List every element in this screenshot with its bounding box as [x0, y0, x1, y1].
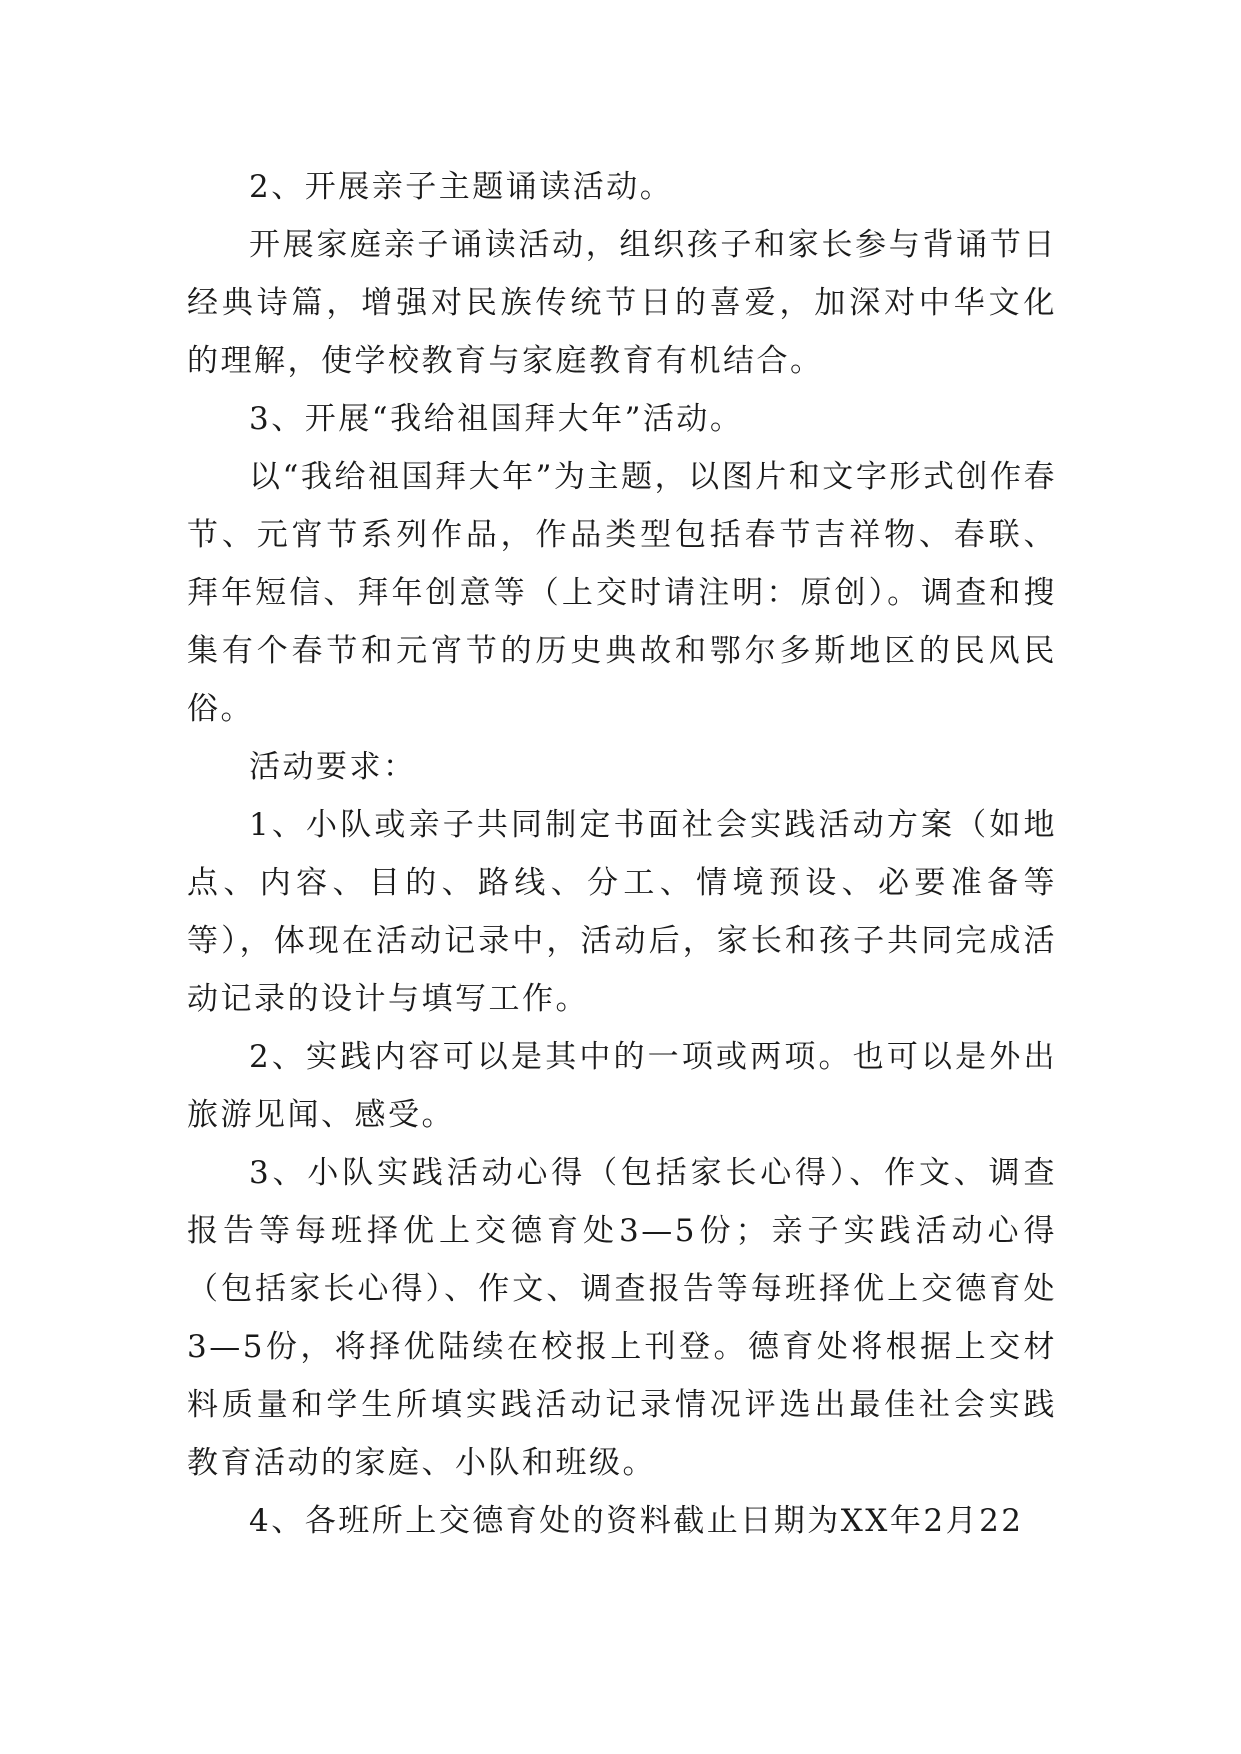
- heading-new-year-activity: 3、开展“我给祖国拜大年”活动。: [249, 401, 744, 437]
- paragraph-recitation-description: 开展家庭亲子诵读活动，组织孩子和家长参与背诵节日经典诗篇，增强对民族传统节日的喜爱，加深对中华文化的理解，使学校教育与家庭教育有机结合。: [187, 227, 1057, 379]
- heading-recitation-activity: 2、开展亲子主题诵读活动。: [249, 169, 674, 205]
- paragraph-requirement-4: 4、各班所上交德育处的资料截止日期为XX年2月22: [249, 1503, 1024, 1539]
- paragraph-new-year-description: 以“我给祖国拜大年”为主题，以图片和文字形式创作春节、元宵节系列作品，作品类型包括春节吉祥物、春联、拜年短信、拜年创意等（上交时请注明：原创）。调查和搜集有个春节和元宵节的历史典故和鄂尔多斯地区的民风民俗。: [187, 459, 1057, 727]
- paragraph-requirement-3: 3、小队实践活动心得（包括家长心得）、作文、调查报告等每班择优上交德育处3—5份；亲子实践活动心得（包括家长心得）、作文、调查报告等每班择优上交德育处3—5份，将择优陆续在校报上刊登。德育处将根据上交材料质量和学生所填实践活动记录情况评选出最佳社会实践教育活动的家庭、小队和班级。: [187, 1155, 1057, 1481]
- paragraph-requirement-2: 2、实践内容可以是其中的一项或两项。也可以是外出旅游见闻、感受。: [187, 1039, 1057, 1133]
- heading-activity-requirements: 活动要求：: [249, 749, 417, 785]
- paragraph-requirement-1: 1、小队或亲子共同制定书面社会实践活动方案（如地点、内容、目的、路线、分工、情境预设、必要准备等等），体现在活动记录中，活动后，家长和孩子共同完成活动记录的设计与填写工作。: [187, 807, 1057, 1017]
- document-body: [187, 158, 1057, 1550]
